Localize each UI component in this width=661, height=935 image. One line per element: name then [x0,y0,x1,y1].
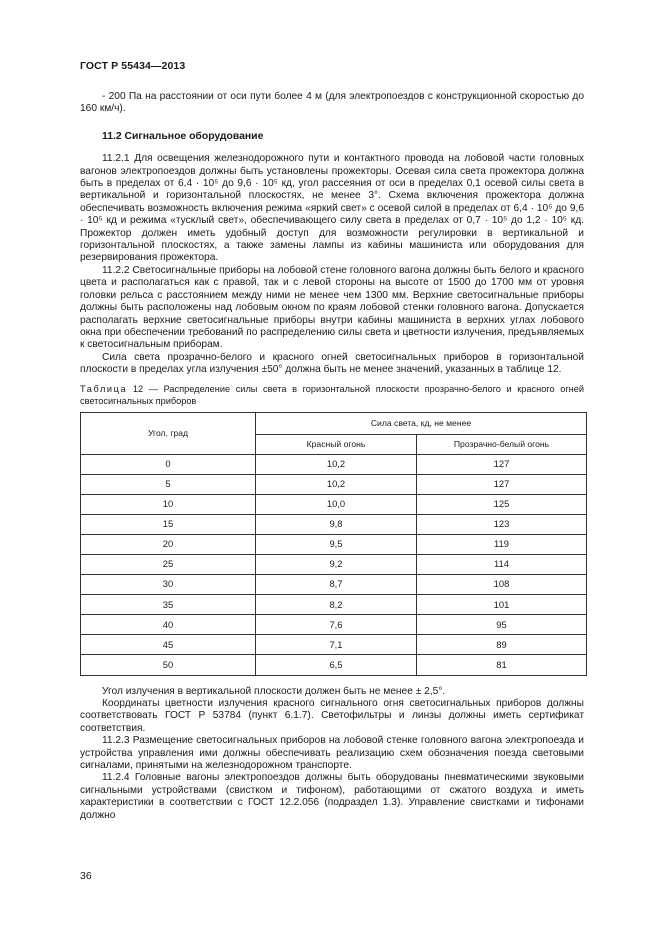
cell-angle: 10 [81,494,256,514]
cell-white: 127 [417,474,587,494]
cell-red: 8,7 [256,575,417,595]
document-header: ГОСТ Р 55434—2013 [80,60,186,72]
table-row [81,514,587,534]
cell-red: 7,1 [256,635,417,655]
cell-angle: 35 [81,595,256,615]
cell-angle: 25 [81,555,256,575]
cell-angle: 20 [81,534,256,554]
cell-red: 10,2 [256,454,417,474]
table-row [81,615,587,635]
table-row [81,635,587,655]
header-red: Красный огонь [256,434,417,454]
header-angle: Угол, град [81,412,256,454]
cell-white: 119 [417,534,587,554]
table-row [81,454,587,474]
cell-white: 125 [417,494,587,514]
cell-angle: 40 [81,615,256,635]
paragraph: 11.2.4 Головные вагоны электропоездов должны быть оборудованы пневматическими звуковыми сигнальными устройствами (свистком и тифоном), работающими от сжатого воздуха и иметь характеристики в соответствии с ГОСТ 12.2.056 (подраздел 1.3). Управление свистками и тифонами должно [80,772,584,821]
cell-angle: 45 [81,635,256,655]
paragraph: 11.2.1 Для освещения железнодорожного пути и контактного провода на лобовой части головных вагонов электропоездов должны быть установлены прожекторы. Осевая сила света прожектора должна быть в пределах от 6,4 · 10⁵ до 9,6 · 10⁵ кд, угол рассеяния от оси в пределах 0,1 осевой силы света в вертикальной и горизонтальной плоскостях, не менее 3°. Схема включения прожектора должна обеспечивать возможность включения режима «яркий свет» с осевой силой в пределах от 6,4 · 10⁵ до 9,6 · 10⁵ кд и режима «тусклый свет», обеспечивающего силу света в пределах от 0,7 · 10⁵ до 1,2 · 10⁵ кд. Прожектор должен иметь удобный доступ для возможности регулировки в вертикальной и горизонтальной плоскостях, а также замены лампы из кабины машиниста или оборудования для резервирования прожектора. [80,153,584,264]
header-white: Прозрачно-белый огонь [417,434,587,454]
table-caption-label: Таблица [80,383,128,394]
cell-red: 9,5 [256,534,417,554]
cell-white: 114 [417,555,587,575]
section-heading: 11.2 Сигнальное оборудование [102,130,264,142]
table-row [81,474,587,494]
table-caption [80,383,584,407]
paragraph: Угол излучения в вертикальной плоскости должен быть не менее ± 2,5°. [102,685,446,697]
cell-white: 89 [417,635,587,655]
document-body [80,91,584,822]
paragraph: - 200 Па на расстоянии от оси пути более 4 м (для электропоездов с конструкционной скоростью до 160 км/ч). [80,91,584,115]
cell-white: 81 [417,655,587,675]
table-row [81,555,587,575]
cell-white: 123 [417,514,587,534]
table-row [81,534,587,554]
cell-angle: 15 [81,514,256,534]
cell-angle: 5 [81,474,256,494]
header-intensity-group: Сила света, кд, не менее [256,412,587,434]
table-row [81,575,587,595]
cell-red: 9,8 [256,514,417,534]
cell-red: 7,6 [256,615,417,635]
table-body [81,454,587,675]
cell-red: 8,2 [256,595,417,615]
cell-red: 6,5 [256,655,417,675]
cell-red: 10,2 [256,474,417,494]
paragraph: Сила света прозрачно-белого и красного огней светосигнальных приборов в горизонтальной плоскости в пределах угла излучения ±50° должна быть не менее значений, указанных в таблице 12. [80,351,584,376]
cell-white: 101 [417,595,587,615]
paragraph: 11.2.2 Светосигнальные приборы на лобовой стене головного вагона должны быть белого и красного цвета и располагаться как с правой, так и с левой стороны на высоте от 1500 до 1700 мм от уровня головки рельса с расстоянием между ними не менее чем 1300 мм. Верхние светосигнальные приборы должны быть расположены над лобовым окном по краям лобовой стенки головного вагона. Допускается располагать верхние светосигнальные приборы внутри кабины машиниста в верхних углах лобового окна при обеспечении требований по распределению силы света и цветности излучения, предъявляемых к светосигнальным приборам. [80,264,584,351]
cell-angle: 0 [81,454,256,474]
cell-white: 127 [417,454,587,474]
light-intensity-table [80,412,587,676]
table-row [81,595,587,615]
cell-angle: 30 [81,575,256,595]
cell-white: 108 [417,575,587,595]
page-number: 36 [80,870,92,882]
cell-angle: 50 [81,655,256,675]
table-row [81,655,587,675]
cell-white: 95 [417,615,587,635]
paragraph: Координаты цветности излучения красного сигнального огня светосигнальных приборов должны соответствовать ГОСТ Р 53784 (пункт 6.1.7). Светофильтры и линзы должны иметь сертификат соответствия. [80,697,584,734]
table-caption-text: 12 — Распределение силы света в горизонтальной плоскости прозрачно-белого и красного огней светосигнальных приборов [80,383,584,406]
paragraph: 11.2.3 Размещение светосигнальных приборов на лобовой стенке головного вагона электропоезда и устройства управления ими должны обеспечивать реализацию схем обозначения поезда световыми сигналами, принятыми на железнодорожном транспорте. [80,735,584,771]
table-row [81,494,587,514]
cell-red: 10,0 [256,494,417,514]
cell-red: 9,2 [256,555,417,575]
